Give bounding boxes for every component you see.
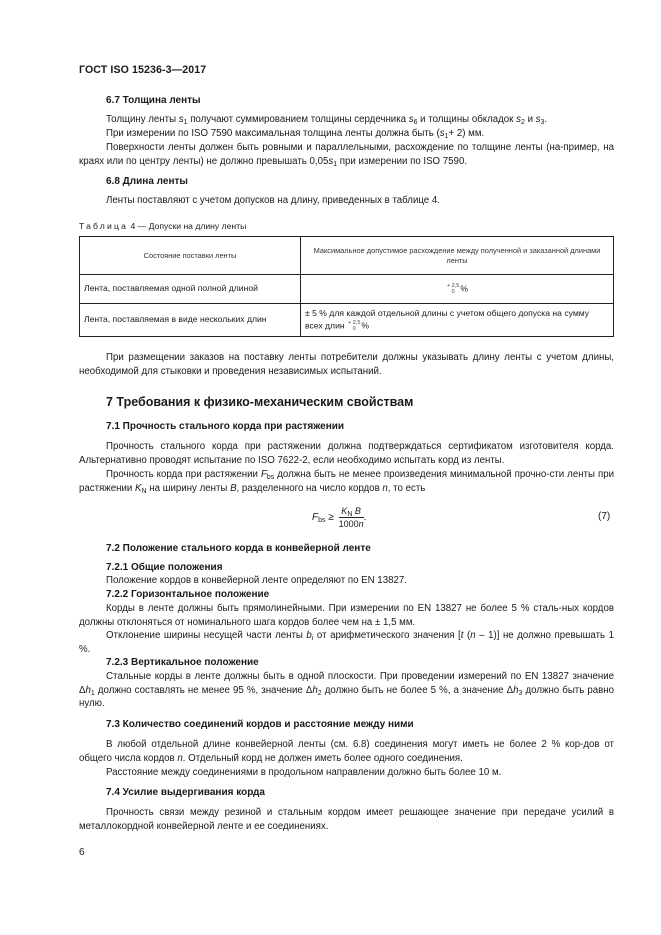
- section-6-7-paragraph-3: Поверхности ленты должен быть ровными и параллельными, расхождение по толщине ленты (на-пример, на краях или по центру ленты) не должно превышать $0,05s_1$ при измерении по ISO 7590.: [79, 142, 614, 168]
- section-7-1-paragraph-1: Прочность стального корда при растяжении должна подтверждаться сертификатом изготовителя корда. Альтернативно проводят испытание по ISO 7622-2, если необходимо испытать корд из ленты.: [79, 441, 614, 466]
- section-7-3-paragraph-2: Расстояние между соединениями в продольном направлении должно быть более 10 м.: [106, 767, 502, 778]
- table-header-row: [80, 237, 614, 275]
- section-6-7-paragraph-2: При измерении по ISO 7590 максимальная толщина ленты должна быть $(s_1+ 2)$ мм.: [106, 128, 485, 140]
- section-6-7-title: 6.7 Толщина ленты: [106, 95, 201, 106]
- table-cell: Лента, поставляемая одной полной длиной: [80, 275, 301, 304]
- table-4: [79, 236, 614, 337]
- section-7-2-2-paragraph-2: Отклонение ширины несущей части ленты $b_i$ от арифметического значения [t (n – 1)] не должно превышать 1 %.: [79, 630, 614, 655]
- section-7-2-2-paragraph-1: Корды в ленте должны быть прямолинейными. При измерении по EN 13827 не более 5 % сталь-ных кордов должны отклоняться от номинального шага кордов более чем на ± 1,5 мм.: [79, 603, 614, 628]
- section-7-3-paragraph-1: В любой отдельной длине конвейерной ленты (см. 6.8) соединения могут иметь не более 2 % кор-дов от общего числа кордов n. Отдельный корд не должен иметь более одного соединения.: [79, 739, 614, 764]
- table-cell: + 2,5 0 %: [301, 275, 614, 304]
- table-row: [80, 304, 614, 337]
- table-cell: Лента, поставляемая в виде нескольких длин: [80, 304, 301, 337]
- table-header-cell: Максимальное допустимое расхождение между полученной и заказанной длинами ленты: [301, 237, 614, 275]
- document-header: ГОСТ ISO 15236-3—2017: [79, 64, 207, 76]
- table-4-caption: Таблица 4 — Допуски на длину ленты: [79, 221, 247, 231]
- tolerance-limits: + 2,5 0: [348, 319, 361, 332]
- page-number: 6: [79, 847, 85, 858]
- section-7-1-title: 7.1 Прочность стального корда при растяжении: [106, 421, 345, 432]
- formula-fraction: $\frac{K_N B}{1000n}$: [338, 506, 364, 529]
- section-6-8-paragraph: Ленты поставляют с учетом допусков на длину, приведенных в таблице 4.: [106, 195, 440, 206]
- section-7-2-2-title: 7.2.2 Горизонтальное положение: [106, 589, 270, 600]
- section-7-4-paragraph: Прочность связи между резиной и стальным кордом имеет решающее значение при передаче усилий в металлокордной конвейерной ленте и ее соединениях.: [79, 807, 614, 832]
- section-7-2-1-paragraph: Положение кордов в конвейерной ленте определяют по EN 13827.: [106, 575, 407, 586]
- table-cell: ± 5 % для каждой отдельной длины с учетом общего допуска на сумму всех длин + 2,5 0 %: [301, 304, 614, 337]
- tolerance-limits: + 2,5 0: [446, 283, 460, 295]
- section-7-1-paragraph-2: Прочность корда при растяжении $F_{bs}$ должна быть не менее произведения минимальной прочно-сти ленты при растяжении $K_N$ на ширину ленты B, разделенного на число кордов n, то есть: [79, 469, 614, 495]
- table-header-cell: Состояние поставки ленты: [80, 237, 301, 275]
- section-7-2-3-title: 7.2.3 Вертикальное положение: [106, 657, 259, 668]
- section-7-3-title: 7.3 Количество соединений кордов и расстояние между ними: [106, 719, 414, 730]
- section-7-2-title: 7.2 Положение стального корда в конвейерной ленте: [106, 543, 371, 554]
- section-7-2-3-paragraph: Стальные корды в ленте должны быть в одной плоскости. При проведении измерений по EN 13827 значение $\Delta h_1$ должно составлять не менее 95 %, значение $\Delta h_2$ должно быть не более 5 %, а значение $\Delta h_3$ должно быть равно нулю.: [79, 671, 615, 710]
- section-7-title: 7 Требования к физико-механическим свойствам: [106, 395, 414, 409]
- section-7-2-1-title: 7.2.1 Общие положения: [106, 562, 223, 573]
- section-6-8-title: 6.8 Длина ленты: [106, 176, 188, 187]
- section-7-4-title: 7.4 Усилие выдергивания корда: [106, 787, 265, 798]
- paragraph-after-table: При размещении заказов на поставку ленты потребители должны указывать длину ленты с учетом длины, необходимой для стыковки и проведения независимых испытаний.: [79, 352, 614, 377]
- formula-7: $F_{bs}$ ≥ $\frac{K_N B}{1000n}$ .: [312, 506, 367, 529]
- section-6-7-paragraph-1: Толщину ленты $s_1$ получают суммированием толщины сердечника $s_6$ и толщины обкладок $s_2$ и $s_3$.: [106, 114, 548, 126]
- table-row: [80, 275, 614, 304]
- equation-number: (7): [598, 511, 611, 522]
